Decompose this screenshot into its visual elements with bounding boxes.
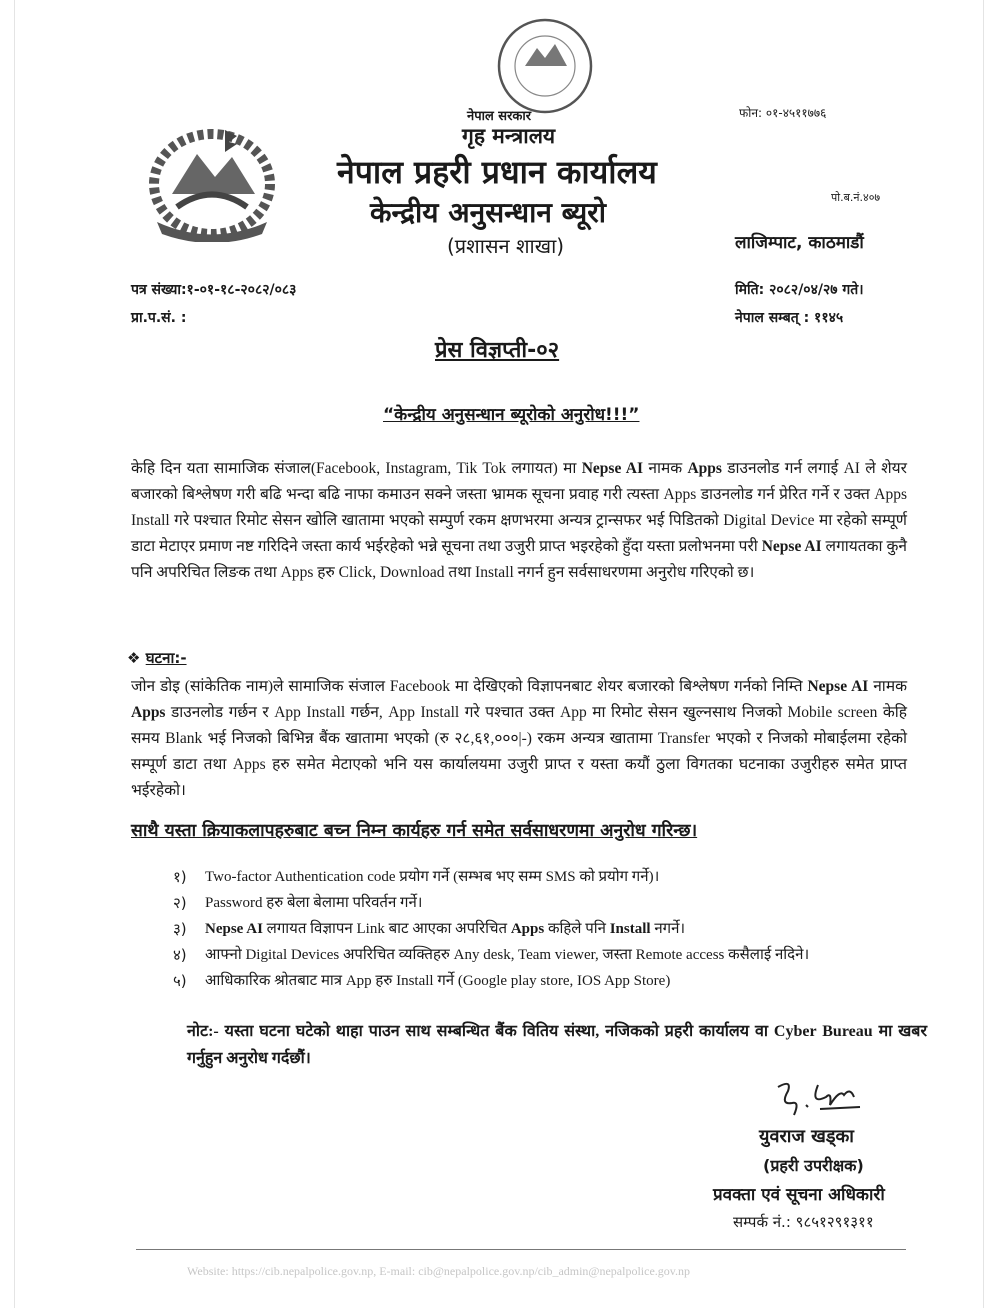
incident-paragraph: [131, 674, 907, 804]
nepal-emblem: [137, 122, 287, 242]
press-release-subtitle: “केन्द्रीय अनुसन्धान ब्यूरोको अनुरोध!!!”: [383, 405, 640, 425]
bold-text-segment: Apps: [687, 460, 722, 477]
government-label: नेपाल सरकार: [467, 109, 532, 124]
bold-text-segment: Nepse AI: [807, 678, 869, 695]
signature: [770, 1075, 880, 1125]
press-release-title: प्रेस विज्ञप्ती-०२: [435, 338, 560, 363]
text-segment: डाउनलोड गर्छन र App Install गर्छन, App Install गरे पश्चात उक्त App मा रिमोट सेसन खुल्नसाथ निजको Mobile screen केहि समय Blank भई निजको बिभिन्न बैंक खातामा भएको (रु २८,६१,०००|-) रकम अन्यत्र खातामा Transfer भएको र निजको मोबाईलमा रहेको सम्पूर्ण डाटा तथा Apps हरु समेत मेटाएको भनि यस कार्यालयमा उजुरी प्राप्त र यस्ता कयौं ठुला विगतका घटनाका उजुरीहरु समेत प्राप्त भईरहेको।: [131, 704, 907, 799]
bureau-title: केन्द्रीय अनुसन्धान ब्यूरो: [370, 196, 606, 229]
signatory-rank: (प्रहरी उपरीक्षक): [763, 1156, 864, 1175]
text-segment: कहिले पनि: [544, 921, 610, 937]
nepal-sambat: नेपाल सम्बत् : ११४५: [735, 310, 844, 326]
signatory-contact: सम्पर्क नं.: ९८५१२९१३११: [733, 1213, 874, 1231]
list-number: ४): [173, 946, 187, 964]
text-segment: नामक: [868, 678, 907, 695]
list-text: [205, 968, 670, 994]
letter-number: पत्र संख्या:१-०१-१८-२०८२/०८३: [131, 282, 297, 298]
bold-text-segment: Nepse AI: [581, 460, 644, 477]
list-item: [173, 942, 809, 968]
text-segment: जोन डोइ (सांकेतिक नाम)ले सामाजिक संजाल Facebook मा देखिएको विज्ञापनबाट शेयर बजारको बिश्लेषण गर्नको निम्ति: [131, 678, 808, 695]
text-segment: आफ्नो Digital Devices अपरिचित व्यक्तिहरु Any desk, Team viewer, जस्ता Remote access कसैलाई नदिने।: [205, 947, 810, 963]
date: मिति: २०८२/०४/२७ गते।: [735, 282, 864, 298]
diamond-bullet-icon: ❖: [127, 649, 141, 667]
list-item: [173, 890, 809, 916]
list-number: १): [173, 868, 187, 886]
list-item: [173, 864, 809, 890]
phone-number: फोन: ०१-४५११७७६: [739, 106, 827, 120]
footer-divider: [136, 1249, 906, 1250]
text-segment: नामक: [643, 460, 688, 477]
list-item: [173, 968, 809, 994]
text-segment: डाउनलोड गर्न लगाई AI ले शेयर बजारको बिश्लेषण गरी बढि भन्दा बढि नाफा कमाउन सक्ने जस्ता भ्रामक सूचना प्रवाह गरी त्यस्ता Apps डाउनलोड गर्न प्रेरित गर्ने र उक्त Apps Install गरे पश्चात रिमोट सेसन खोलि खातामा भएको सम्पुर्ण रकम क्षणभरमा अन्यत्र ट्रान्सफर भई पिडितको Digital Device मा रहेको सम्पूर्ण डाटा मेटाएर प्रमाण नष्ट गरिदिने जस्ता कार्य भईरहेको भन्ने सूचना तथा उजुरी प्राप्त भइरहेको हुँदा यस्ता प्रलोभनमा परी: [131, 460, 907, 555]
list-text: [205, 916, 685, 942]
text-segment: Two-factor Authentication code प्रयोग गर्ने (सम्भब भए सम्म SMS को प्रयोग गर्ने)।: [205, 869, 660, 885]
ministry-label: गृह मन्त्रालय: [462, 124, 556, 148]
bold-text-segment: Nepse AI: [761, 538, 822, 555]
text-segment: Password हरु बेला बेलामा परिवर्तन गर्ने।: [205, 895, 423, 911]
address: लाजिम्पाट, काठमाडौं: [735, 233, 864, 253]
text-segment: लगायतका कुनै पनि अपरिचित लिङक तथा Apps हरु Click, Download तथा Install नगर्न हुन सर्वसाधरणमा अनुरोध गरिएको छ।: [131, 538, 907, 581]
pra-pa-san: प्रा.प.सं. :: [131, 310, 187, 326]
signatory-name: युवराज खड्का: [759, 1126, 854, 1147]
branch-label: (प्रशासन शाखा): [447, 234, 565, 258]
document-page: [14, 0, 984, 1308]
text-segment: आधिकारिक श्रोतबाट मात्र App हरु Install गर्ने (Google play store, IOS App Store): [205, 973, 671, 989]
note: नोट:- यस्ता घटना घटेको थाहा पाउन साथ सम्बन्धित बैंक वितिय संस्था, नजिकको प्रहरी कार्यालय वा Cyber Bureau मा खबर गर्नुहुन अनुरोध गर्दछौं।: [187, 1023, 927, 1067]
list-number: २): [173, 894, 187, 912]
bold-text-segment: Nepse AI: [205, 921, 263, 937]
list-item: [173, 916, 809, 942]
office-title: नेपाल प्रहरी प्रधान कार्यालय: [337, 153, 657, 191]
bold-text-segment: Install: [609, 921, 651, 937]
recommendation-list: [173, 864, 809, 994]
intro-paragraph: [131, 456, 907, 586]
footer-contact: Website: https://cib.nepalpolice.gov.np, E-mail: cib@nepalpolice.gov.np/cib_admin@nepalpolice.gov.np: [187, 1264, 691, 1278]
list-text: [205, 864, 659, 890]
list-number: ५): [173, 972, 187, 990]
list-text: [205, 890, 423, 916]
text-segment: केहि दिन यता सामाजिक संजाल(Facebook, Instagram, Tik Tok लगायत) मा: [131, 460, 582, 477]
list-number: ३): [173, 920, 187, 938]
incident-heading-row: [127, 648, 187, 668]
bold-text-segment: Apps: [131, 704, 166, 721]
signatory-role: प्रवक्ता एवं सूचना अधिकारी: [713, 1185, 885, 1205]
po-box: पो.ब.नं.४०७: [831, 191, 881, 204]
text-segment: नगर्ने।: [650, 921, 686, 937]
incident-heading: घटना:-: [145, 649, 187, 667]
list-text: [205, 942, 809, 968]
request-heading: साथै यस्ता क्रियाकलापहरुबाट बच्न निम्न कार्यहरु गर्न समेत सर्वसाधरणमा अनुरोध गरिन्छ।: [131, 821, 698, 841]
bold-text-segment: Apps: [510, 921, 545, 937]
text-segment: लगायत विज्ञापन Link बाट आएका अपरिचित: [262, 921, 511, 937]
